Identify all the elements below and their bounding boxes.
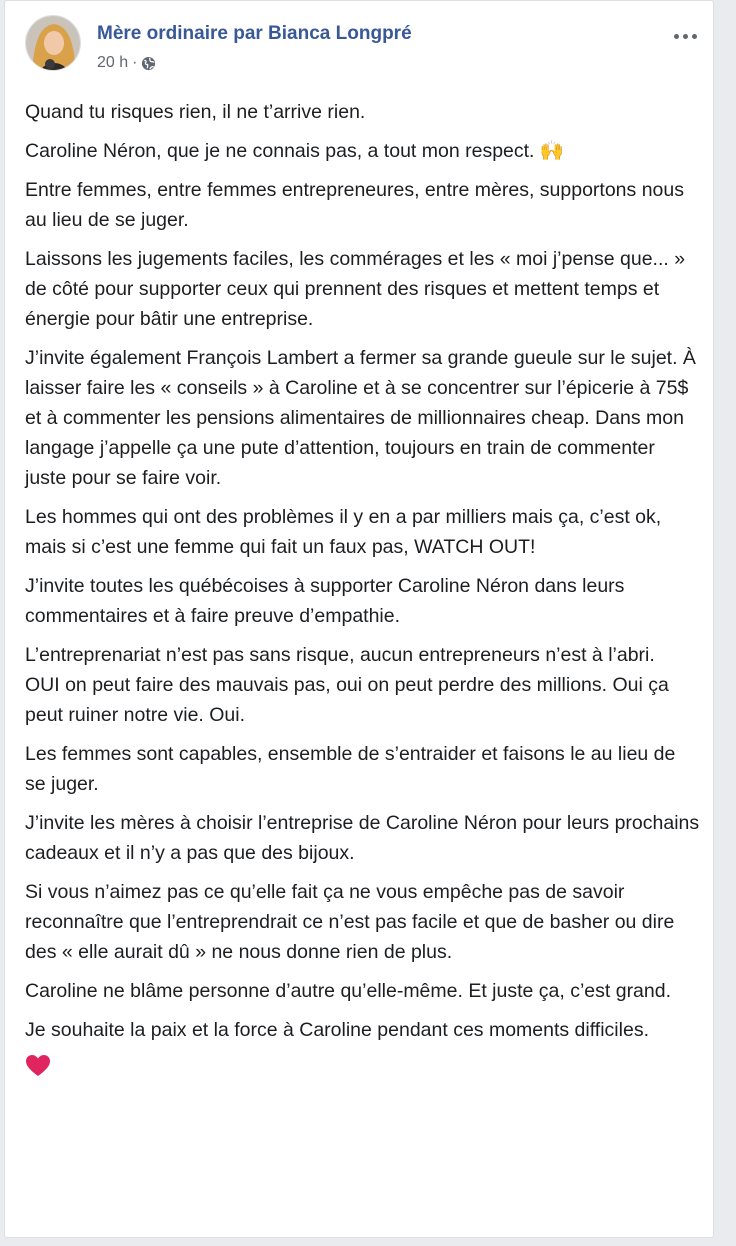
post-body <box>25 97 701 1078</box>
post-paragraph: Les hommes qui ont des problèmes il y en a par milliers mais ça, c’est ok, mais si c’est une femme qui fait un faux pas, WATCH OUT! <box>25 506 662 558</box>
ellipsis-icon[interactable] <box>667 23 703 49</box>
author-avatar[interactable] <box>25 15 81 71</box>
post-paragraph: Je souhaite la paix et la force à Caroline pendant ces moments difficiles. <box>25 1019 649 1041</box>
post-paragraph: J’invite les mères à choisir l’entreprise de Caroline Néron pour leurs prochains cadeaux et il n’y a pas que des bijoux. <box>25 812 700 864</box>
post-paragraph: Caroline ne blâme personne d’autre qu’elle-même. Et juste ça, c’est grand. <box>25 980 672 1002</box>
post-timestamp[interactable]: 20 h <box>97 54 129 71</box>
meta-separator: · <box>132 54 138 71</box>
post-paragraph: L’entreprenariat n’est pas sans risque, aucun entrepreneurs n’est à l’abri. OUI on peut faire des mauvais pas, oui on peut perdre des millions. Oui ça peut ruiner notre vie. Oui. <box>25 644 669 726</box>
post-paragraph: J’invite également François Lambert a fermer sa grande gueule sur le sujet. À laisser faire les « conseils » à Caroline et à se concentrer sur l’épicerie à 75$ et à commenter les pensions alimentaires de millionnaires cheap. Dans mon langage j’appelle ça une pute d’attention, toujours en train de commenter juste pour se faire voir. <box>25 347 696 489</box>
post-card <box>4 0 714 1238</box>
post-paragraph: J’invite toutes les québécoises à supporter Caroline Néron dans leurs commentaires et à faire preuve d’empathie. <box>25 575 625 627</box>
avatar-photo-icon <box>26 16 81 71</box>
red-heart-icon <box>25 1054 51 1078</box>
post-paragraph: Les femmes sont capables, ensemble de s’entraider et faisons le au lieu de se juger. <box>25 743 676 795</box>
post-paragraph: Entre femmes, entre femmes entrepreneures, entre mères, supportons nous au lieu de se juger. <box>25 179 684 231</box>
globe-icon[interactable] <box>141 56 156 71</box>
post-paragraph: Quand tu risques rien, il ne t’arrive rien. <box>25 101 366 123</box>
post-paragraph: Caroline Néron, que je ne connais pas, a tout mon respect. 🙌 <box>25 140 565 162</box>
post-paragraph: Laissons les jugements faciles, les commérages et les « moi j’pense que... » de côté pour supporter ceux qui prennent des risques et mettent temps et énergie pour bâtir une entreprise. <box>25 248 686 330</box>
author-name[interactable]: Mère ordinaire par Bianca Longpré <box>97 23 412 44</box>
post-meta <box>97 54 156 72</box>
post-paragraph: Si vous n’aimez pas ce qu’elle fait ça ne vous empêche pas de savoir reconnaître que l’entreprendrait ce n’est pas facile et que de basher ou dire des « elle aurait dû » ne nous donne rien de plus. <box>25 881 675 963</box>
post-header <box>25 15 697 75</box>
